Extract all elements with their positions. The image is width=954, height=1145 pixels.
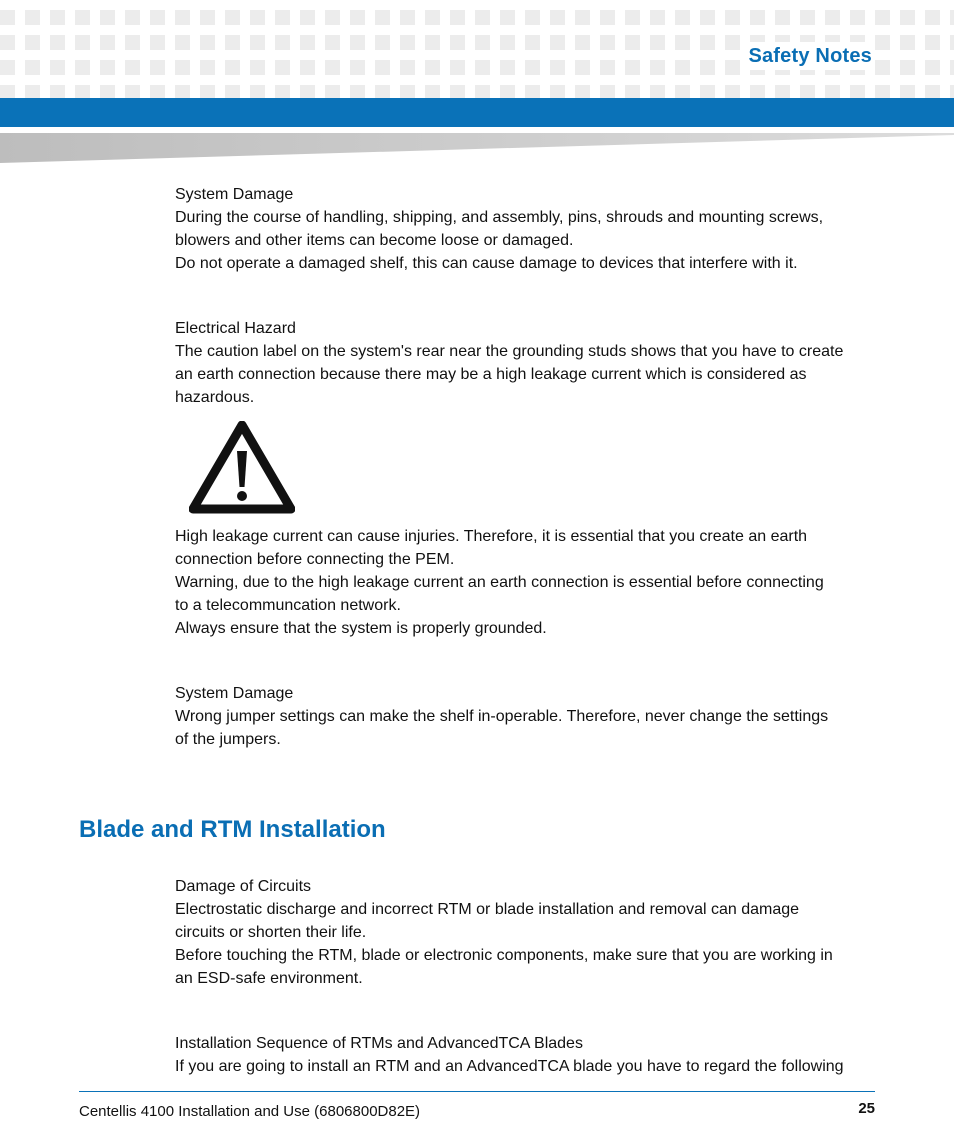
blade-section-content <box>175 875 875 1078</box>
warning-triangle-icon <box>189 421 295 515</box>
note-title: System Damage <box>175 186 294 203</box>
note-line: Always ensure that the system is properly grounded. <box>175 620 547 637</box>
note-line: Warning, due to the high leakage current an earth connection is essential before connecting <box>175 574 824 591</box>
note-title: Electrical Hazard <box>175 320 296 337</box>
chapter-title: Safety Notes <box>746 42 874 70</box>
note-line: to a telecommuncation network. <box>175 597 401 614</box>
note-line: During the course of handling, shipping, and assembly, pins, shrouds and mounting screws, <box>175 209 824 226</box>
safety-notes-content <box>175 183 875 751</box>
note-title: Installation Sequence of RTMs and AdvancedTCA Blades <box>175 1035 583 1052</box>
note-title: System Damage <box>175 685 294 702</box>
note-electrical-hazard <box>175 317 875 409</box>
footer-rule <box>79 1091 875 1092</box>
header-blue-band <box>0 98 954 127</box>
note-line: Electrostatic discharge and incorrect RTM or blade installation and removal can damage <box>175 901 800 918</box>
note-line: High leakage current can cause injuries. Therefore, it is essential that you create an earth <box>175 528 808 545</box>
footer-page-number: 25 <box>858 1100 875 1117</box>
section-heading-blade-rtm: Blade and RTM Installation <box>79 816 386 843</box>
footer-document-title: Centellis 4100 Installation and Use (6806800D82E) <box>79 1103 421 1120</box>
warning-figure <box>175 409 875 525</box>
note-line: circuits or shorten their life. <box>175 924 367 941</box>
note-line: The caution label on the system's rear near the grounding studs shows that you have to create <box>175 343 844 360</box>
note-title: Damage of Circuits <box>175 878 312 895</box>
note-damage-of-circuits <box>175 875 875 990</box>
note-line: an earth connection because there may be a high leakage current which is considered as <box>175 366 807 383</box>
note-line: Before touching the RTM, blade or electronic components, make sure that you are working in <box>175 947 833 964</box>
note-line: an ESD-safe environment. <box>175 970 363 987</box>
note-line: Do not operate a damaged shelf, this can cause damage to devices that interfere with it. <box>175 255 798 272</box>
note-line: If you are going to install an RTM and an AdvancedTCA blade you have to regard the following <box>175 1058 844 1075</box>
note-system-damage-shelf <box>175 183 875 275</box>
note-system-damage-jumpers <box>175 682 875 751</box>
note-leakage-current <box>175 525 875 640</box>
note-line: of the jumpers. <box>175 731 281 748</box>
note-line: hazardous. <box>175 389 255 406</box>
header-grey-wedge <box>0 127 954 163</box>
note-installation-sequence <box>175 1032 875 1078</box>
note-line: connection before connecting the PEM. <box>175 551 455 568</box>
note-line: blowers and other items can become loose or damaged. <box>175 232 574 249</box>
note-line: Wrong jumper settings can make the shelf in-operable. Therefore, never change the settings <box>175 708 829 725</box>
